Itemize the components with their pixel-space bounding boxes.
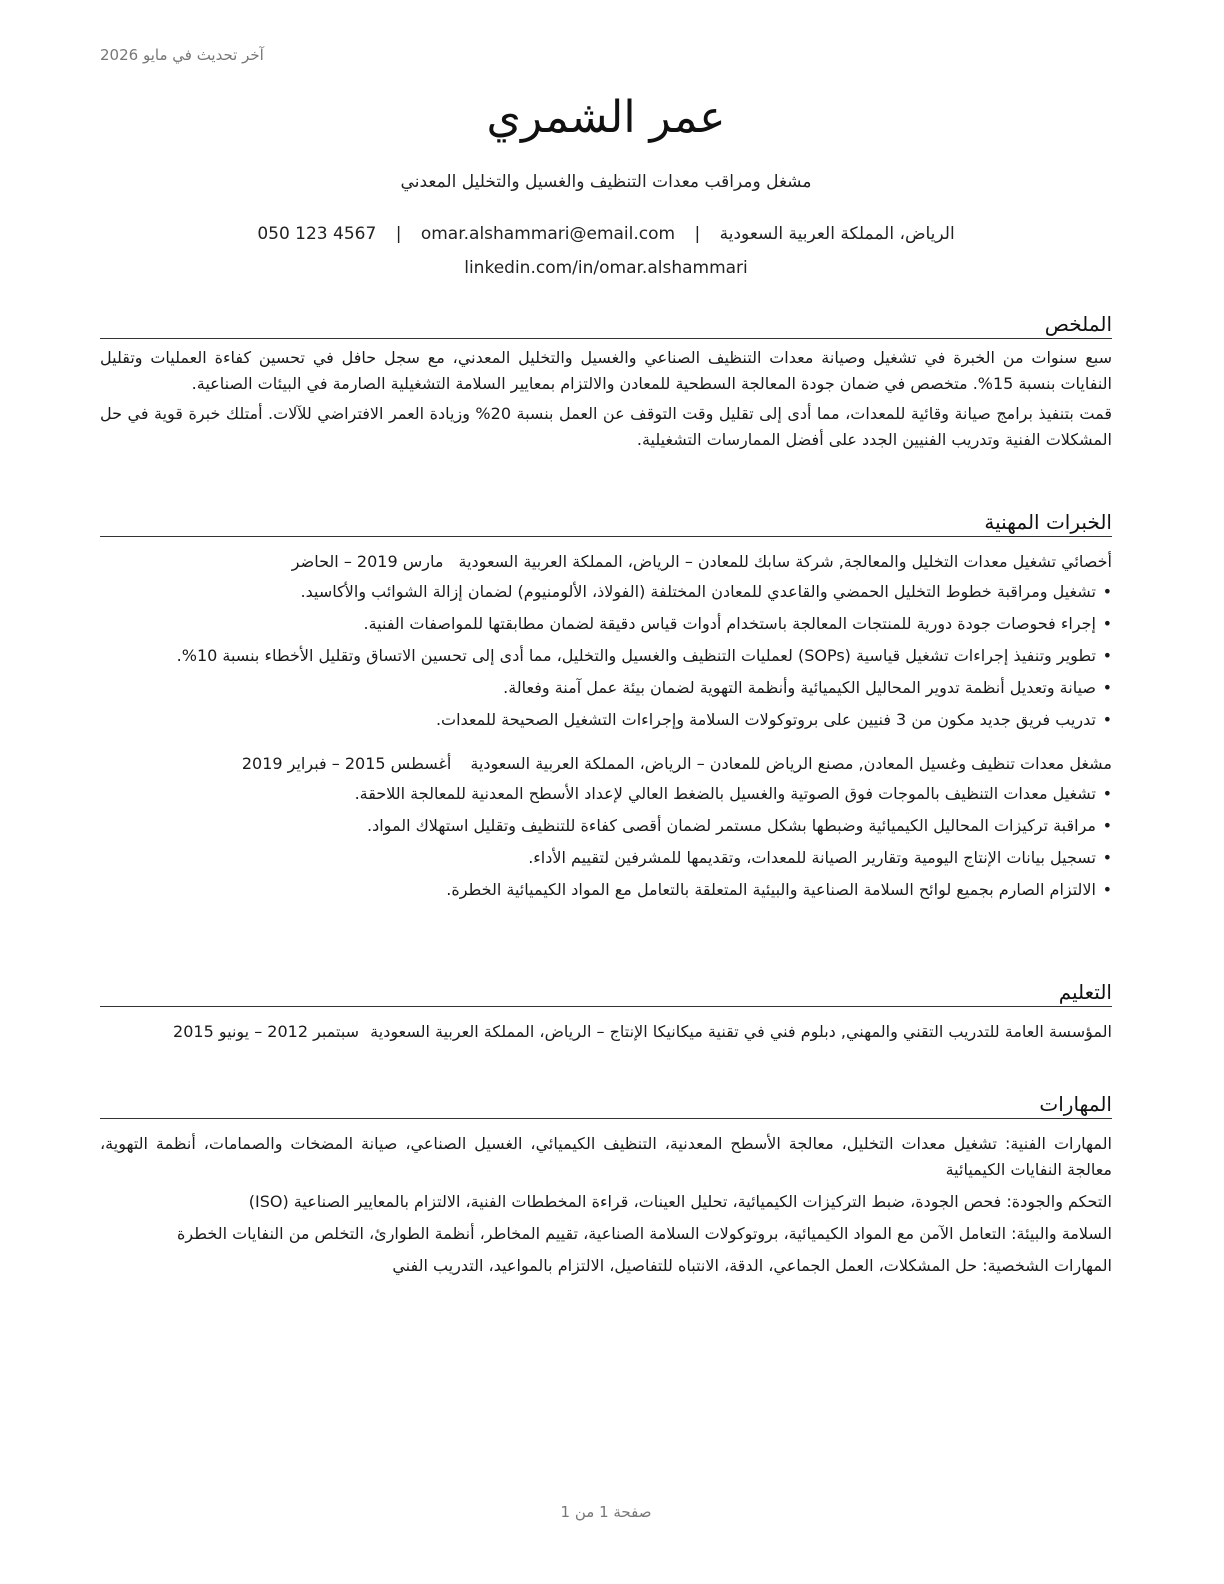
skill-line: المهارات الفنية: تشغيل معدات التخليل، معالجة الأسطح المعدنية، التنظيف الكيميائي، الغسيل الصناعي، صيانة المضخات والصمامات، أنظمة التهوية، معالجة النفايات الكيميائية bbox=[100, 1134, 1112, 1179]
skill-line: التحكم والجودة: فحص الجودة، ضبط التركيزات الكيميائية، تحليل العينات، قراءة المخططات الفنية، الالتزام بالمعايير الصناعية (ISO) bbox=[248, 1192, 1112, 1211]
resume-page bbox=[100, 0, 1112, 1584]
list-item: • تشغيل معدات التنظيف بالموجات فوق الصوتية والغسيل بالضغط العالي لإعداد الأسطح المعدنية للمعالجة اللاحقة. bbox=[100, 781, 1112, 807]
job-bullets bbox=[100, 579, 1112, 733]
list-item: • تسجيل بيانات الإنتاج اليومية وتقارير الصيانة للمعدات، وتقديمها للمشرفين لتقييم الأداء. bbox=[100, 845, 1112, 871]
summary-section bbox=[100, 312, 1112, 453]
separator: | bbox=[694, 224, 701, 244]
job-heading bbox=[100, 751, 1112, 777]
linkedin-link[interactable]: linkedin.com/in/omar.alshammari bbox=[464, 258, 748, 278]
education-entry bbox=[100, 1019, 1112, 1045]
list-item: • تدريب فريق جديد مكون من 3 فنيين على بروتوكولات السلامة وإجراءات التشغيل الصحيحة للمعدات. bbox=[100, 707, 1112, 733]
section-title: الملخص bbox=[100, 312, 1112, 339]
summary-paragraph: سبع سنوات من الخبرة في تشغيل وصيانة معدات التنظيف الصناعي والغسيل والتخليل المعدني، مع سجل حافل في تحسين كفاءة العمليات وتقليل النفايات بنسبة 15%. متخصص في ضمان جودة المعالجة السطحية للمعادن والالتزام بمعايير السلامة التشغيلية الصارمة في البيئات الصناعية. bbox=[100, 348, 1112, 393]
skills-section bbox=[100, 1092, 1112, 1285]
location: الرياض، المملكة العربية السعودية bbox=[719, 224, 955, 244]
job-title-company: أخصائي تشغيل معدات التخليل والمعالجة, شركة سابك للمعادن – الرياض، المملكة العربية السعودية bbox=[458, 552, 1112, 571]
job-title-company: مشغل معدات تنظيف وغسيل المعادن, مصنع الرياض للمعادن – الرياض، المملكة العربية السعودية bbox=[470, 754, 1112, 773]
separator: | bbox=[395, 224, 402, 244]
candidate-name: عمر الشمري bbox=[486, 92, 726, 143]
skill-line: السلامة والبيئة: التعامل الآمن مع المواد الكيميائية، بروتوكولات السلامة الصناعية، تقييم المخاطر، أنظمة الطوارئ، التخلص من النفايات الخطرة bbox=[177, 1224, 1112, 1243]
job-entry bbox=[100, 549, 1112, 733]
job-heading bbox=[100, 549, 1112, 575]
job-entry bbox=[100, 751, 1112, 903]
skill-line: المهارات الشخصية: حل المشكلات، العمل الجماعي، الدقة، الانتباه للتفاصيل، الالتزام بالمواعيد، التدريب الفني bbox=[392, 1256, 1112, 1275]
section-title: الخبرات المهنية bbox=[100, 510, 1112, 537]
section-title: التعليم bbox=[100, 980, 1112, 1007]
email-link[interactable]: omar.alshammari@email.com bbox=[420, 224, 676, 244]
job-bullets bbox=[100, 781, 1112, 903]
page-number: صفحة 1 من 1 bbox=[560, 1503, 652, 1521]
headline: مشغل ومراقب معدات التنظيف والغسيل والتخليل المعدني bbox=[400, 172, 812, 192]
contact-line bbox=[100, 224, 1112, 244]
education-institution: المؤسسة العامة للتدريب التقني والمهني, دبلوم فني في تقنية ميكانيكا الإنتاج – الرياض، المملكة العربية السعودية bbox=[370, 1022, 1112, 1041]
section-title: المهارات bbox=[100, 1092, 1112, 1119]
list-item: • مراقبة تركيزات المحاليل الكيميائية وضبطها بشكل مستمر لضمان أقصى كفاءة للتنظيف وتقليل استهلاك المواد. bbox=[100, 813, 1112, 839]
job-dates: أغسطس 2015 – فبراير 2019 bbox=[241, 754, 452, 773]
list-item: • إجراء فحوصات جودة دورية للمنتجات المعالجة باستخدام أدوات قياس دقيقة لضمان مطابقتها للمواصفات الفنية. bbox=[100, 611, 1112, 637]
experience-section bbox=[100, 510, 1112, 909]
list-item: • تطوير وتنفيذ إجراءات تشغيل قياسية (SOPs) لعمليات التنظيف والغسيل والتخليل، مما أدى إلى تحسين الاتساق وتقليل الأخطاء بنسبة 10%. bbox=[100, 643, 1112, 669]
job-dates: مارس 2019 – الحاضر bbox=[291, 552, 444, 571]
phone-number: 050 123 4567 bbox=[257, 224, 377, 244]
list-item: • تشغيل ومراقبة خطوط التخليل الحمضي والقاعدي للمعادن المختلفة (الفولاذ، الألومنيوم) لضمان إزالة الشوائب والأكاسيد. bbox=[100, 579, 1112, 605]
education-section bbox=[100, 980, 1112, 1045]
education-dates: سبتمبر 2012 – يونيو 2015 bbox=[173, 1022, 360, 1041]
list-item: • صيانة وتعديل أنظمة تدوير المحاليل الكيميائية وأنظمة التهوية لضمان بيئة عمل آمنة وفعالة. bbox=[100, 675, 1112, 701]
summary-paragraph: قمت بتنفيذ برامج صيانة وقائية للمعدات، مما أدى إلى تقليل وقت التوقف عن العمل بنسبة 20% وزيادة العمر الافتراضي للآلات. أمتلك خبرة قوية في حل المشكلات الفنية وتدريب الفنيين الجدد على أفضل الممارسات التشغيلية. bbox=[100, 404, 1112, 449]
list-item: • الالتزام الصارم بجميع لوائح السلامة الصناعية والبيئية المتعلقة بالتعامل مع المواد الكيميائية الخطرة. bbox=[100, 877, 1112, 903]
last-updated: آخر تحديث في مايو 2026 bbox=[100, 46, 264, 64]
